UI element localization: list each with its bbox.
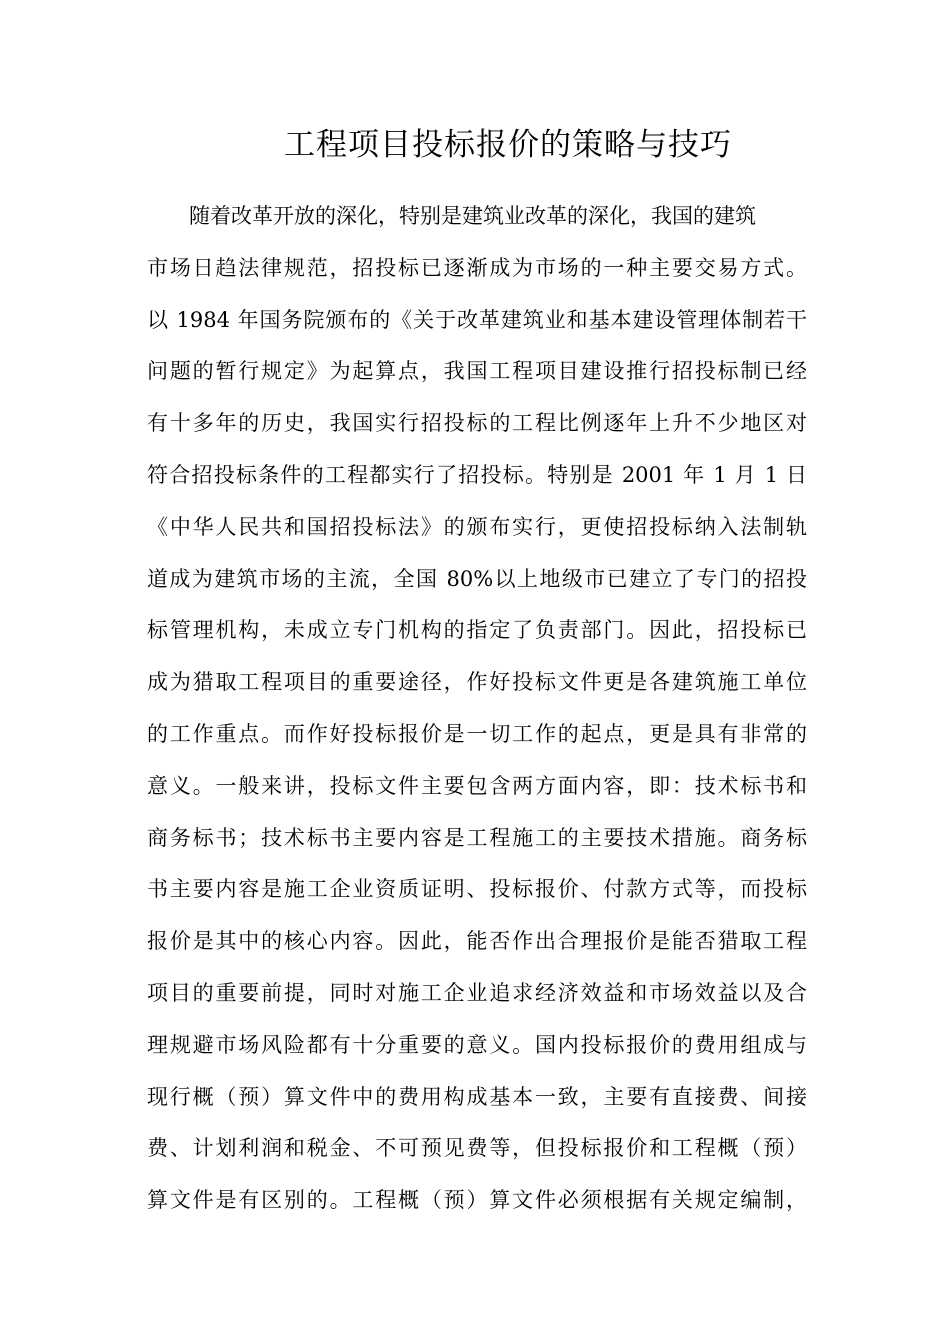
paragraph-line: 理规避市场风险都有十分重要的意义。国内投标报价的费用组成与 [147, 1032, 807, 1057]
paragraph-line: 《中华人民共和国招投标法》的颁布实行，更使招投标纳入法制轨 [147, 514, 807, 539]
document-title: 工程项目投标报价的策略与技巧 [284, 127, 732, 163]
paragraph-line: 道成为建筑市场的主流，全国 80%以上地级市已建立了专门的招投 [147, 566, 807, 591]
paragraph-line: 算文件是有区别的。工程概（预）算文件必须根据有关规定编制， [147, 1188, 807, 1213]
paragraph-line: 随着改革开放的深化，特别是建筑业改革的深化，我国的建筑 [189, 204, 756, 228]
paragraph-line: 市场日趋法律规范，招投标已逐渐成为市场的一种主要交易方式。 [147, 255, 807, 280]
paragraph-line: 的工作重点。而作好投标报价是一切工作的起点，更是具有非常的 [147, 721, 807, 746]
paragraph-line: 标管理机构，未成立专门机构的指定了负责部门。因此，招投标已 [147, 618, 807, 643]
paragraph-line: 符合招投标条件的工程都实行了招投标。特别是 2001 年 1 月 1 日 [147, 462, 807, 487]
paragraph-line: 报价是其中的核心内容。因此，能否作出合理报价是能否猎取工程 [147, 929, 807, 954]
paragraph-line: 现行概（预）算文件中的费用构成基本一致，主要有直接费、间接 [147, 1084, 807, 1109]
paragraph-line: 书主要内容是施工企业资质证明、投标报价、付款方式等，而投标 [147, 877, 807, 902]
paragraph-line: 有十多年的历史，我国实行招投标的工程比例逐年上升不少地区对 [147, 411, 807, 436]
paragraph-line: 意义。一般来讲，投标文件主要包含两方面内容，即：技术标书和 [147, 773, 807, 798]
paragraph-line: 费、计划利润和税金、不可预见费等，但投标报价和工程概（预） [147, 1136, 807, 1161]
paragraph-line: 项目的重要前提，同时对施工企业追求经济效益和市场效益以及合 [147, 980, 807, 1005]
paragraph-line: 问题的暂行规定》为起算点，我国工程项目建设推行招投标制已经 [147, 359, 807, 384]
paragraph-line: 商务标书；技术标书主要内容是工程施工的主要技术措施。商务标 [147, 825, 807, 850]
paragraph-line: 以 1984 年国务院颁布的《关于改革建筑业和基本建设管理体制若干 [147, 307, 807, 332]
paragraph-line: 成为猎取工程项目的重要途径，作好投标文件更是各建筑施工单位 [147, 670, 807, 695]
body-paragraph [147, 191, 807, 1227]
